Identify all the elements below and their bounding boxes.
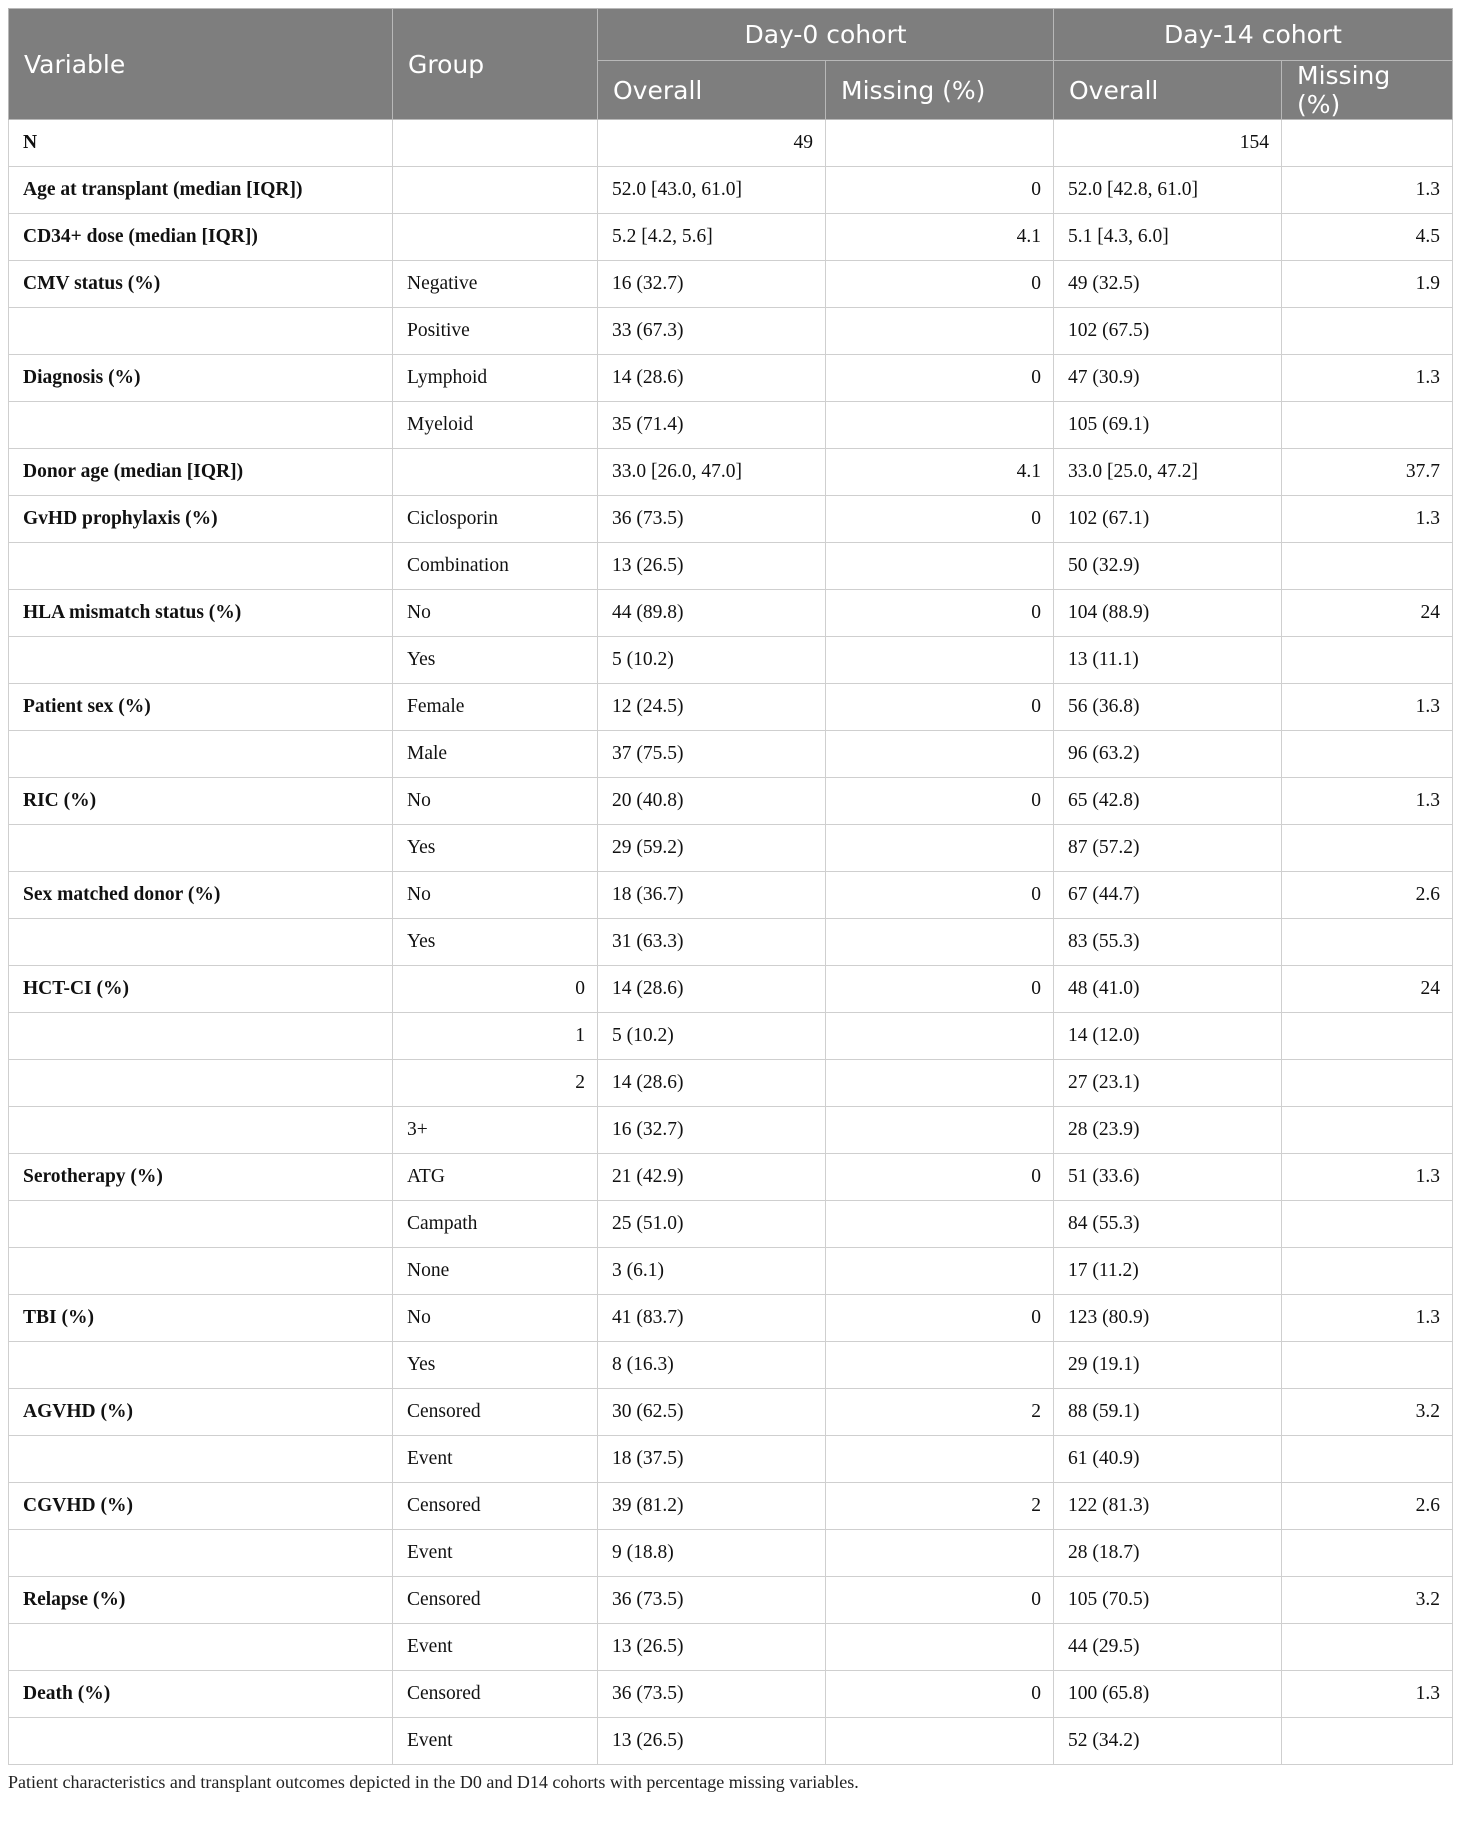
header-group: Group: [393, 9, 598, 120]
cell-day14-missing: [1282, 1436, 1453, 1483]
cell-day14-missing: [1282, 637, 1453, 684]
cell-day14-missing: 24: [1282, 590, 1453, 637]
cell-day0-overall: 5.2 [4.2, 5.6]: [598, 214, 826, 261]
cell-day14-missing: 1.3: [1282, 1154, 1453, 1201]
table-row: [9, 1530, 1453, 1577]
cell-day0-missing: [826, 637, 1054, 684]
cell-day14-missing: [1282, 308, 1453, 355]
cell-day14-missing: 1.3: [1282, 1671, 1453, 1718]
cell-day14-overall: 33.0 [25.0, 47.2]: [1054, 449, 1282, 496]
cell-variable: Death (%): [9, 1671, 393, 1718]
cell-variable: HLA mismatch status (%): [9, 590, 393, 637]
header-variable: Variable: [9, 9, 393, 120]
cell-group: Yes: [393, 825, 598, 872]
cell-variable: [9, 825, 393, 872]
table-row: [9, 402, 1453, 449]
cell-day0-missing: 0: [826, 1577, 1054, 1624]
cell-variable: [9, 1624, 393, 1671]
cell-day14-overall: 27 (23.1): [1054, 1060, 1282, 1107]
cell-day0-overall: 13 (26.5): [598, 543, 826, 590]
cell-day14-missing: 1.3: [1282, 355, 1453, 402]
cell-group: Event: [393, 1624, 598, 1671]
cell-day14-missing: 1.3: [1282, 684, 1453, 731]
cell-day0-missing: 0: [826, 1154, 1054, 1201]
cell-day14-missing: [1282, 825, 1453, 872]
cell-day14-overall: 14 (12.0): [1054, 1013, 1282, 1060]
cell-day0-overall: 20 (40.8): [598, 778, 826, 825]
cell-day14-overall: 44 (29.5): [1054, 1624, 1282, 1671]
cell-group: No: [393, 872, 598, 919]
cell-group: Censored: [393, 1671, 598, 1718]
cell-group: No: [393, 1295, 598, 1342]
table-row: [9, 778, 1453, 825]
cell-day14-missing: [1282, 731, 1453, 778]
cell-day0-overall: 49: [598, 120, 826, 167]
cell-day14-overall: 49 (32.5): [1054, 261, 1282, 308]
cell-day14-overall: 123 (80.9): [1054, 1295, 1282, 1342]
cell-day14-missing: [1282, 543, 1453, 590]
header-day14-overall: Overall: [1054, 61, 1282, 120]
cell-day14-overall: 100 (65.8): [1054, 1671, 1282, 1718]
cell-day14-overall: 102 (67.5): [1054, 308, 1282, 355]
cell-day0-overall: 36 (73.5): [598, 1671, 826, 1718]
cell-day14-overall: 48 (41.0): [1054, 966, 1282, 1013]
table-row: [9, 1577, 1453, 1624]
cell-day14-missing: [1282, 1107, 1453, 1154]
cell-day0-overall: 5 (10.2): [598, 1013, 826, 1060]
table-row: [9, 637, 1453, 684]
cell-day14-overall: 13 (11.1): [1054, 637, 1282, 684]
cell-day0-overall: 9 (18.8): [598, 1530, 826, 1577]
cell-day14-overall: 28 (23.9): [1054, 1107, 1282, 1154]
cell-day0-missing: [826, 1530, 1054, 1577]
cell-group: Negative: [393, 261, 598, 308]
table-row: [9, 1060, 1453, 1107]
cell-variable: [9, 731, 393, 778]
cell-day0-missing: [826, 120, 1054, 167]
cell-day0-missing: 4.1: [826, 214, 1054, 261]
cell-day14-overall: 102 (67.1): [1054, 496, 1282, 543]
cell-day0-missing: [826, 1013, 1054, 1060]
cell-day14-overall: 87 (57.2): [1054, 825, 1282, 872]
cell-group: ATG: [393, 1154, 598, 1201]
cell-day14-overall: 104 (88.9): [1054, 590, 1282, 637]
cell-day14-missing: 2.6: [1282, 1483, 1453, 1530]
cell-variable: Diagnosis (%): [9, 355, 393, 402]
cell-day14-missing: 4.5: [1282, 214, 1453, 261]
table-row: [9, 1718, 1453, 1765]
cell-day0-missing: 4.1: [826, 449, 1054, 496]
cell-variable: RIC (%): [9, 778, 393, 825]
table-header: [9, 9, 1453, 120]
table-row: [9, 1436, 1453, 1483]
cell-day0-missing: [826, 919, 1054, 966]
cell-day0-overall: 8 (16.3): [598, 1342, 826, 1389]
cell-day0-missing: [826, 1342, 1054, 1389]
cell-day0-missing: [826, 825, 1054, 872]
cell-variable: [9, 1060, 393, 1107]
cell-day0-overall: 36 (73.5): [598, 1577, 826, 1624]
cell-day0-missing: [826, 1060, 1054, 1107]
cell-day14-missing: [1282, 1201, 1453, 1248]
cell-day0-missing: [826, 543, 1054, 590]
table-row: [9, 355, 1453, 402]
cell-day0-missing: [826, 1107, 1054, 1154]
cell-group: Yes: [393, 919, 598, 966]
cell-day0-missing: 0: [826, 966, 1054, 1013]
cell-day0-overall: 33 (67.3): [598, 308, 826, 355]
cell-day0-missing: 0: [826, 1295, 1054, 1342]
cell-variable: Sex matched donor (%): [9, 872, 393, 919]
cell-day0-overall: 30 (62.5): [598, 1389, 826, 1436]
cell-variable: [9, 1530, 393, 1577]
table-row: [9, 1248, 1453, 1295]
table-row: [9, 1624, 1453, 1671]
cell-day0-missing: [826, 402, 1054, 449]
cell-day14-missing: 2.6: [1282, 872, 1453, 919]
cell-variable: [9, 543, 393, 590]
cell-day14-missing: [1282, 1248, 1453, 1295]
cell-day0-overall: 36 (73.5): [598, 496, 826, 543]
cell-day0-missing: [826, 731, 1054, 778]
cell-day14-missing: 1.3: [1282, 1295, 1453, 1342]
cell-day14-missing: 1.3: [1282, 778, 1453, 825]
cell-group: Censored: [393, 1577, 598, 1624]
cell-day0-missing: 0: [826, 778, 1054, 825]
cell-day0-overall: 5 (10.2): [598, 637, 826, 684]
cell-day14-missing: [1282, 402, 1453, 449]
cell-day14-missing: 37.7: [1282, 449, 1453, 496]
table-row: [9, 1013, 1453, 1060]
cell-day14-overall: 52.0 [42.8, 61.0]: [1054, 167, 1282, 214]
cell-day14-overall: 56 (36.8): [1054, 684, 1282, 731]
cell-day0-overall: 14 (28.6): [598, 966, 826, 1013]
cell-day0-overall: 13 (26.5): [598, 1624, 826, 1671]
cell-group: Censored: [393, 1483, 598, 1530]
cell-day0-missing: [826, 1201, 1054, 1248]
cell-variable: CMV status (%): [9, 261, 393, 308]
cell-day0-overall: 33.0 [26.0, 47.0]: [598, 449, 826, 496]
cell-day0-overall: 16 (32.7): [598, 1107, 826, 1154]
cell-day0-overall: 13 (26.5): [598, 1718, 826, 1765]
cell-group: Campath: [393, 1201, 598, 1248]
header-day14-cohort: Day-14 cohort: [1054, 9, 1453, 61]
table-row: [9, 1295, 1453, 1342]
cell-variable: [9, 1436, 393, 1483]
cell-variable: [9, 1718, 393, 1765]
table-row: [9, 449, 1453, 496]
cell-day14-missing: 1.3: [1282, 496, 1453, 543]
cell-day0-missing: 0: [826, 261, 1054, 308]
cell-day0-overall: 35 (71.4): [598, 402, 826, 449]
table-row: [9, 214, 1453, 261]
cell-group: [393, 214, 598, 261]
cell-variable: [9, 1013, 393, 1060]
table-row: [9, 919, 1453, 966]
cell-day14-overall: 67 (44.7): [1054, 872, 1282, 919]
cell-variable: CGVHD (%): [9, 1483, 393, 1530]
cell-group: Event: [393, 1718, 598, 1765]
cell-day0-overall: 21 (42.9): [598, 1154, 826, 1201]
cell-day14-overall: 96 (63.2): [1054, 731, 1282, 778]
cell-day0-overall: 39 (81.2): [598, 1483, 826, 1530]
cell-day0-overall: 14 (28.6): [598, 1060, 826, 1107]
cell-day14-missing: 3.2: [1282, 1577, 1453, 1624]
cell-variable: GvHD prophylaxis (%): [9, 496, 393, 543]
cell-day0-overall: 37 (75.5): [598, 731, 826, 778]
cell-group: Positive: [393, 308, 598, 355]
table-row: [9, 1342, 1453, 1389]
cell-variable: [9, 637, 393, 684]
cell-day14-missing: 3.2: [1282, 1389, 1453, 1436]
cell-group: Combination: [393, 543, 598, 590]
cell-day0-overall: 44 (89.8): [598, 590, 826, 637]
header-day14-missing: Missing (%): [1282, 61, 1453, 120]
cell-day14-overall: 83 (55.3): [1054, 919, 1282, 966]
cell-day0-missing: 2: [826, 1389, 1054, 1436]
cell-day0-overall: 25 (51.0): [598, 1201, 826, 1248]
cell-day0-overall: 12 (24.5): [598, 684, 826, 731]
cell-variable: CD34+ dose (median [IQR]): [9, 214, 393, 261]
cell-day0-missing: 0: [826, 590, 1054, 637]
table-caption: Patient characteristics and transplant outcomes depicted in the D0 and D14 cohorts with percentage missing variables.: [8, 1772, 859, 1792]
cell-day0-overall: 3 (6.1): [598, 1248, 826, 1295]
cell-day0-missing: 0: [826, 684, 1054, 731]
cell-day0-missing: 0: [826, 496, 1054, 543]
cell-group: 2: [393, 1060, 598, 1107]
table-row: [9, 261, 1453, 308]
cell-day14-overall: 47 (30.9): [1054, 355, 1282, 402]
cell-variable: Patient sex (%): [9, 684, 393, 731]
table-row: [9, 543, 1453, 590]
cell-variable: Age at transplant (median [IQR]): [9, 167, 393, 214]
cell-day14-missing: 1.3: [1282, 167, 1453, 214]
table-row: [9, 1483, 1453, 1530]
cell-day14-overall: 88 (59.1): [1054, 1389, 1282, 1436]
table-row: [9, 966, 1453, 1013]
cell-day14-overall: 61 (40.9): [1054, 1436, 1282, 1483]
cell-group: 3+: [393, 1107, 598, 1154]
cell-group: [393, 449, 598, 496]
cell-day0-missing: 0: [826, 872, 1054, 919]
table-row: [9, 590, 1453, 637]
cell-day0-missing: 0: [826, 355, 1054, 402]
cell-day0-overall: 29 (59.2): [598, 825, 826, 872]
cell-group: Male: [393, 731, 598, 778]
table-row: [9, 825, 1453, 872]
cell-day0-overall: 16 (32.7): [598, 261, 826, 308]
cell-day0-missing: [826, 1718, 1054, 1765]
cell-day14-overall: 50 (32.9): [1054, 543, 1282, 590]
cell-day14-missing: [1282, 919, 1453, 966]
header-day0-cohort: Day-0 cohort: [598, 9, 1054, 61]
cell-day14-overall: 52 (34.2): [1054, 1718, 1282, 1765]
cell-group: Myeloid: [393, 402, 598, 449]
cell-group: [393, 120, 598, 167]
cell-group: Female: [393, 684, 598, 731]
cell-day14-overall: 17 (11.2): [1054, 1248, 1282, 1295]
cell-day14-missing: [1282, 1342, 1453, 1389]
cell-group: Censored: [393, 1389, 598, 1436]
cell-group: Ciclosporin: [393, 496, 598, 543]
cell-variable: AGVHD (%): [9, 1389, 393, 1436]
cell-day0-missing: [826, 1436, 1054, 1483]
table-container: [8, 8, 1452, 1793]
cell-group: Event: [393, 1530, 598, 1577]
cell-day14-overall: 122 (81.3): [1054, 1483, 1282, 1530]
cell-day0-overall: 52.0 [43.0, 61.0]: [598, 167, 826, 214]
table-row: [9, 308, 1453, 355]
cell-day14-overall: 5.1 [4.3, 6.0]: [1054, 214, 1282, 261]
cell-day0-overall: 14 (28.6): [598, 355, 826, 402]
header-day0-overall: Overall: [598, 61, 826, 120]
cell-variable: [9, 1107, 393, 1154]
cell-variable: TBI (%): [9, 1295, 393, 1342]
header-day0-missing: Missing (%): [826, 61, 1054, 120]
cell-day14-overall: 29 (19.1): [1054, 1342, 1282, 1389]
cell-variable: [9, 1342, 393, 1389]
cell-variable: Donor age (median [IQR]): [9, 449, 393, 496]
cell-day0-missing: 2: [826, 1483, 1054, 1530]
cell-variable: [9, 1248, 393, 1295]
cell-group: No: [393, 590, 598, 637]
cell-day14-missing: [1282, 1530, 1453, 1577]
cell-variable: HCT-CI (%): [9, 966, 393, 1013]
cell-group: 1: [393, 1013, 598, 1060]
cell-day0-missing: 0: [826, 167, 1054, 214]
cell-day0-missing: 0: [826, 1671, 1054, 1718]
cell-day14-overall: 65 (42.8): [1054, 778, 1282, 825]
patient-characteristics-table: [8, 8, 1453, 1765]
cell-group: Event: [393, 1436, 598, 1483]
table-row: [9, 1107, 1453, 1154]
cell-variable: [9, 919, 393, 966]
cell-day0-missing: [826, 308, 1054, 355]
table-body: [9, 120, 1453, 1765]
table-row: [9, 1671, 1453, 1718]
cell-day14-overall: 105 (70.5): [1054, 1577, 1282, 1624]
table-row: [9, 872, 1453, 919]
cell-group: Yes: [393, 637, 598, 684]
cell-variable: N: [9, 120, 393, 167]
table-row: [9, 1154, 1453, 1201]
table-row: [9, 167, 1453, 214]
cell-day14-missing: [1282, 1718, 1453, 1765]
cell-day14-overall: 105 (69.1): [1054, 402, 1282, 449]
cell-group: [393, 167, 598, 214]
cell-day14-missing: 1.9: [1282, 261, 1453, 308]
table-row: [9, 496, 1453, 543]
cell-group: 0: [393, 966, 598, 1013]
cell-day14-overall: 84 (55.3): [1054, 1201, 1282, 1248]
table-row: [9, 731, 1453, 778]
cell-variable: [9, 308, 393, 355]
cell-day14-overall: 51 (33.6): [1054, 1154, 1282, 1201]
cell-day0-missing: [826, 1248, 1054, 1295]
cell-day14-missing: 24: [1282, 966, 1453, 1013]
cell-day14-missing: [1282, 1013, 1453, 1060]
cell-day0-overall: 18 (36.7): [598, 872, 826, 919]
cell-day0-missing: [826, 1624, 1054, 1671]
table-row: [9, 120, 1453, 167]
cell-day14-missing: [1282, 1060, 1453, 1107]
table-row: [9, 684, 1453, 731]
cell-variable: Relapse (%): [9, 1577, 393, 1624]
table-row: [9, 1201, 1453, 1248]
cell-day14-overall: 28 (18.7): [1054, 1530, 1282, 1577]
cell-variable: [9, 1201, 393, 1248]
cell-group: None: [393, 1248, 598, 1295]
cell-day0-overall: 41 (83.7): [598, 1295, 826, 1342]
cell-group: No: [393, 778, 598, 825]
table-row: [9, 1389, 1453, 1436]
cell-day14-missing: [1282, 1624, 1453, 1671]
cell-group: Lymphoid: [393, 355, 598, 402]
cell-day14-missing: [1282, 120, 1453, 167]
cell-variable: [9, 402, 393, 449]
cell-variable: Serotherapy (%): [9, 1154, 393, 1201]
cell-day0-overall: 18 (37.5): [598, 1436, 826, 1483]
cell-group: Yes: [393, 1342, 598, 1389]
cell-day14-overall: 154: [1054, 120, 1282, 167]
cell-day0-overall: 31 (63.3): [598, 919, 826, 966]
